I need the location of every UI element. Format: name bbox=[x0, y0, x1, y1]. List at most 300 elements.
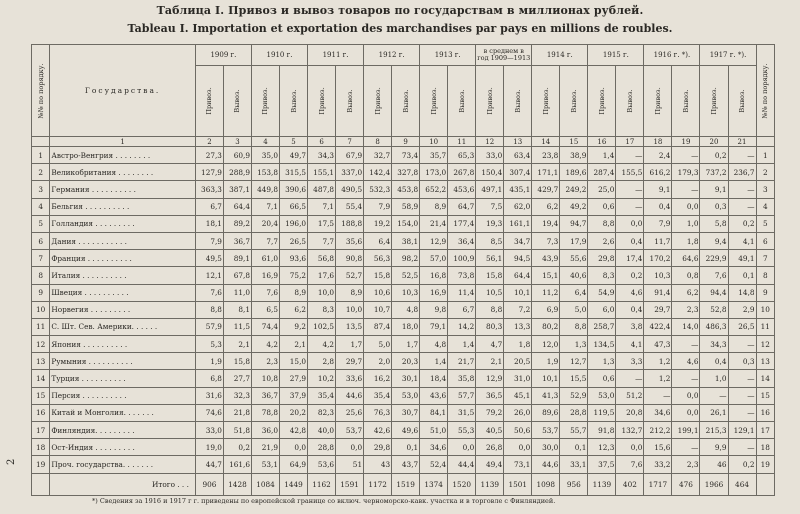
year-header: 1917 г. *). bbox=[700, 45, 756, 66]
export-value: 67,8 bbox=[223, 267, 251, 284]
export-value: 0,0 bbox=[672, 198, 700, 215]
table-row bbox=[32, 439, 775, 456]
row-number: 18 bbox=[32, 439, 50, 456]
export-value: 8,9 bbox=[336, 284, 364, 301]
import-value: 9,9 bbox=[700, 439, 728, 456]
import-value: 7,1 bbox=[308, 198, 336, 215]
export-value: 188,8 bbox=[336, 215, 364, 232]
import-value: 422,4 bbox=[644, 318, 672, 335]
year-header: 1916 г. *). bbox=[644, 45, 700, 66]
export-value: — bbox=[728, 387, 756, 404]
import-value: 18,1 bbox=[195, 215, 223, 232]
import-value: 12,9 bbox=[476, 370, 504, 387]
total-row bbox=[32, 473, 775, 495]
column-index: 5 bbox=[280, 137, 308, 147]
state-name: Дания . . . . . . . . . . . bbox=[50, 232, 196, 249]
import-header: Привоз. bbox=[532, 66, 560, 137]
export-value: 25,6 bbox=[336, 404, 364, 421]
import-value: 43,6 bbox=[420, 387, 448, 404]
export-value: 0,0 bbox=[616, 215, 644, 232]
import-value: 31,6 bbox=[195, 387, 223, 404]
state-name: Китай и Монголия. . . . . . . bbox=[50, 404, 196, 421]
export-value: 0,1 bbox=[392, 439, 420, 456]
import-value: 17,5 bbox=[308, 215, 336, 232]
export-value: 189,6 bbox=[560, 164, 588, 181]
export-value: 26,5 bbox=[280, 232, 308, 249]
export-value: 1,8 bbox=[672, 232, 700, 249]
import-header: Привоз. bbox=[476, 66, 504, 137]
row-number-right: 10 bbox=[756, 301, 774, 318]
import-value: 155,1 bbox=[308, 164, 336, 181]
export-value: 14,8 bbox=[728, 284, 756, 301]
row-number-right: 19 bbox=[756, 456, 774, 473]
import-value: 616,2 bbox=[644, 164, 672, 181]
export-value: 51,8 bbox=[223, 422, 251, 439]
export-header: Вывоз. bbox=[448, 66, 476, 137]
import-value: 12,3 bbox=[588, 439, 616, 456]
row-number-right: 11 bbox=[756, 318, 774, 335]
title-russian: Таблица I. Привоз и вывоз товаров по государствам в миллионах рублей. bbox=[156, 4, 644, 17]
export-value: 45,1 bbox=[504, 387, 532, 404]
state-name: Германия . . . . . . . . . . bbox=[50, 181, 196, 198]
import-value: 487,8 bbox=[308, 181, 336, 198]
import-value: 34,3 bbox=[308, 147, 336, 164]
import-value: 36,0 bbox=[251, 422, 279, 439]
table-row bbox=[32, 250, 775, 267]
import-value: 0,2 bbox=[700, 147, 728, 164]
import-value: 53,0 bbox=[588, 387, 616, 404]
row-number-header-right: №№ по порядку. bbox=[756, 45, 774, 137]
export-value: — bbox=[616, 198, 644, 215]
year-header-average: в среднем в год 1909—1913 bbox=[476, 45, 532, 66]
export-value: 35,8 bbox=[448, 370, 476, 387]
export-value: — bbox=[616, 147, 644, 164]
export-value: 11,4 bbox=[448, 284, 476, 301]
export-value: 49,2 bbox=[560, 198, 588, 215]
import-value: 153,8 bbox=[251, 164, 279, 181]
export-header: Вывоз. bbox=[616, 66, 644, 137]
row-number-right: 6 bbox=[756, 232, 774, 249]
import-value: 10,8 bbox=[251, 370, 279, 387]
import-value: 30,0 bbox=[532, 439, 560, 456]
import-value: 19,3 bbox=[476, 215, 504, 232]
export-value: 53,7 bbox=[336, 422, 364, 439]
column-index: 16 bbox=[588, 137, 616, 147]
export-value: 89,1 bbox=[223, 250, 251, 267]
export-value: 6,7 bbox=[448, 301, 476, 318]
export-value: 38,9 bbox=[560, 147, 588, 164]
export-value: 4,1 bbox=[616, 336, 644, 353]
row-number-right: 7 bbox=[756, 250, 774, 267]
import-value: 6,2 bbox=[532, 198, 560, 215]
row-number: 17 bbox=[32, 422, 50, 439]
import-value: 0,6 bbox=[588, 198, 616, 215]
export-value: 42,8 bbox=[280, 422, 308, 439]
import-value: 2,3 bbox=[251, 353, 279, 370]
export-value: 51,2 bbox=[616, 387, 644, 404]
export-value: 55,4 bbox=[336, 198, 364, 215]
total-value: 906 bbox=[195, 473, 223, 495]
import-value: 40,0 bbox=[308, 422, 336, 439]
export-value: 94,5 bbox=[504, 250, 532, 267]
export-header: Вывоз. bbox=[336, 66, 364, 137]
export-value: 26,5 bbox=[728, 318, 756, 335]
year-header: 1915 г. bbox=[588, 45, 644, 66]
import-value: 53,6 bbox=[308, 456, 336, 473]
export-value: 15,0 bbox=[280, 353, 308, 370]
row-number: 14 bbox=[32, 370, 50, 387]
import-value: 84,1 bbox=[420, 404, 448, 421]
import-value: 44,6 bbox=[532, 456, 560, 473]
export-value: 49,6 bbox=[392, 422, 420, 439]
import-value: 56,3 bbox=[364, 250, 392, 267]
export-value: 21,7 bbox=[448, 353, 476, 370]
import-value: 40,5 bbox=[476, 422, 504, 439]
import-value: 8,8 bbox=[588, 215, 616, 232]
import-value: 20,4 bbox=[251, 215, 279, 232]
export-value: 73,4 bbox=[392, 147, 420, 164]
import-value: 42,6 bbox=[364, 422, 392, 439]
export-value: 490,5 bbox=[336, 181, 364, 198]
table-row bbox=[32, 301, 775, 318]
export-value: 65,3 bbox=[448, 147, 476, 164]
row-number: 5 bbox=[32, 215, 50, 232]
import-value: 78,8 bbox=[251, 404, 279, 421]
export-value: 52,9 bbox=[560, 387, 588, 404]
export-value: 73,8 bbox=[448, 267, 476, 284]
export-value: 20,5 bbox=[504, 353, 532, 370]
export-value: 15,5 bbox=[560, 370, 588, 387]
import-value: 449,8 bbox=[251, 181, 279, 198]
row-number: 13 bbox=[32, 353, 50, 370]
export-value: — bbox=[728, 147, 756, 164]
export-value: — bbox=[728, 439, 756, 456]
import-value: 49,5 bbox=[195, 250, 223, 267]
import-value: 6,9 bbox=[532, 301, 560, 318]
year-header: 1910 г. bbox=[251, 45, 307, 66]
table-row bbox=[32, 456, 775, 473]
export-value: — bbox=[672, 370, 700, 387]
table-row bbox=[32, 370, 775, 387]
import-value: 82,3 bbox=[308, 404, 336, 421]
column-index: 17 bbox=[616, 137, 644, 147]
export-value: 10,3 bbox=[392, 284, 420, 301]
import-value: 10,2 bbox=[308, 370, 336, 387]
import-value: 2,0 bbox=[364, 353, 392, 370]
row-number-right: 2 bbox=[756, 164, 774, 181]
empty-cell bbox=[756, 473, 774, 495]
import-value: 6,8 bbox=[195, 370, 223, 387]
total-value: 1139 bbox=[476, 473, 504, 495]
export-value: — bbox=[728, 198, 756, 215]
export-header: Вывоз. bbox=[504, 66, 532, 137]
export-value: 236,7 bbox=[728, 164, 756, 181]
export-value: 132,7 bbox=[616, 422, 644, 439]
export-value: 1,7 bbox=[392, 336, 420, 353]
row-number: 16 bbox=[32, 404, 50, 421]
export-header: Вывоз. bbox=[728, 66, 756, 137]
export-value: 307,4 bbox=[504, 164, 532, 181]
export-value: 390,6 bbox=[280, 181, 308, 198]
import-header: Привоз. bbox=[364, 66, 392, 137]
total-value: 1162 bbox=[308, 473, 336, 495]
table-row bbox=[32, 267, 775, 284]
export-value: 37,9 bbox=[280, 387, 308, 404]
export-value: 4,8 bbox=[392, 301, 420, 318]
import-value: 9,1 bbox=[644, 181, 672, 198]
export-value: 0,0 bbox=[672, 404, 700, 421]
row-number-right: 9 bbox=[756, 284, 774, 301]
export-value: 8,9 bbox=[280, 284, 308, 301]
export-value: 55,6 bbox=[560, 250, 588, 267]
export-value: 60,9 bbox=[223, 147, 251, 164]
export-value: 4,6 bbox=[672, 353, 700, 370]
total-value: 1139 bbox=[588, 473, 616, 495]
export-value: — bbox=[728, 404, 756, 421]
table-row bbox=[32, 215, 775, 232]
import-value: 57,9 bbox=[195, 318, 223, 335]
export-value: 0,0 bbox=[616, 439, 644, 456]
export-value: 0,0 bbox=[504, 439, 532, 456]
export-value: 337,0 bbox=[336, 164, 364, 181]
total-value: 1501 bbox=[504, 473, 532, 495]
export-value: 38,1 bbox=[392, 232, 420, 249]
export-value: 1,0 bbox=[672, 215, 700, 232]
import-value: 497,1 bbox=[476, 181, 504, 198]
export-value: 98,2 bbox=[392, 250, 420, 267]
import-value: 11,7 bbox=[644, 232, 672, 249]
import-header: Привоз. bbox=[420, 66, 448, 137]
row-number-right: 17 bbox=[756, 422, 774, 439]
import-value: 127,9 bbox=[195, 164, 223, 181]
export-value: 8,1 bbox=[223, 301, 251, 318]
import-value: 7,1 bbox=[251, 198, 279, 215]
import-value: 10,0 bbox=[308, 284, 336, 301]
import-value: 1,3 bbox=[588, 353, 616, 370]
import-value: 34,3 bbox=[700, 336, 728, 353]
export-value: 9,2 bbox=[280, 318, 308, 335]
export-value: 1,7 bbox=[336, 336, 364, 353]
export-value: 17,9 bbox=[560, 232, 588, 249]
export-value: 27,7 bbox=[223, 370, 251, 387]
import-value: 9,1 bbox=[700, 181, 728, 198]
export-value: 249,2 bbox=[560, 181, 588, 198]
import-value: 10,6 bbox=[364, 284, 392, 301]
column-index: 13 bbox=[504, 137, 532, 147]
import-value: 7,9 bbox=[364, 198, 392, 215]
import-value: 1,4 bbox=[420, 353, 448, 370]
import-value: 17,6 bbox=[308, 267, 336, 284]
import-value: 532,3 bbox=[364, 181, 392, 198]
state-name: Персия . . . . . . . . . . bbox=[50, 387, 196, 404]
import-value: 29,8 bbox=[364, 439, 392, 456]
column-index: 14 bbox=[532, 137, 560, 147]
export-value: — bbox=[616, 370, 644, 387]
import-value: 215,3 bbox=[700, 422, 728, 439]
export-value: 1,4 bbox=[448, 336, 476, 353]
state-name: Голландия . . . . . . . . . bbox=[50, 215, 196, 232]
import-value: 7,9 bbox=[195, 232, 223, 249]
import-value: 8,5 bbox=[476, 232, 504, 249]
trade-table bbox=[31, 44, 775, 496]
column-index: 12 bbox=[476, 137, 504, 147]
export-value: — bbox=[616, 181, 644, 198]
export-value: 2,1 bbox=[280, 336, 308, 353]
export-value: 0,4 bbox=[616, 301, 644, 318]
export-value: 31,5 bbox=[448, 404, 476, 421]
import-value: 19,2 bbox=[364, 215, 392, 232]
export-value: 10,0 bbox=[336, 301, 364, 318]
total-value: 1172 bbox=[364, 473, 392, 495]
import-value: 28,8 bbox=[308, 439, 336, 456]
export-value: 53,0 bbox=[392, 387, 420, 404]
import-value: 171,1 bbox=[532, 164, 560, 181]
row-number-right: 12 bbox=[756, 336, 774, 353]
import-value: 87,4 bbox=[364, 318, 392, 335]
export-value: 267,8 bbox=[448, 164, 476, 181]
export-value: 199,1 bbox=[672, 422, 700, 439]
state-name: Швеция . . . . . . . . . . bbox=[50, 284, 196, 301]
export-value: 33,1 bbox=[560, 456, 588, 473]
export-value: 8,8 bbox=[560, 318, 588, 335]
row-number: 15 bbox=[32, 387, 50, 404]
import-header: Привоз. bbox=[308, 66, 336, 137]
import-value: 89,6 bbox=[532, 404, 560, 421]
export-value: 58,9 bbox=[392, 198, 420, 215]
export-value: 327,8 bbox=[392, 164, 420, 181]
table-row bbox=[32, 147, 775, 164]
state-name: Проч. государства. . . . . . . bbox=[50, 456, 196, 473]
total-value: 1519 bbox=[392, 473, 420, 495]
import-value: 1,0 bbox=[700, 370, 728, 387]
table-row bbox=[32, 336, 775, 353]
import-value: 486,3 bbox=[700, 318, 728, 335]
import-value: 7,6 bbox=[251, 284, 279, 301]
import-value: 7,6 bbox=[700, 267, 728, 284]
export-value: 36,4 bbox=[448, 232, 476, 249]
export-value: 4,6 bbox=[616, 284, 644, 301]
import-value: 5,8 bbox=[700, 215, 728, 232]
import-value: 737,2 bbox=[700, 164, 728, 181]
export-value: 11,0 bbox=[223, 284, 251, 301]
row-number-right: 13 bbox=[756, 353, 774, 370]
export-value: 36,7 bbox=[223, 232, 251, 249]
import-value: 16,9 bbox=[420, 284, 448, 301]
total-value: 1966 bbox=[700, 473, 728, 495]
import-value: 0,4 bbox=[700, 353, 728, 370]
import-value: 35,7 bbox=[420, 147, 448, 164]
import-value: 6,7 bbox=[195, 198, 223, 215]
export-value: 179,3 bbox=[672, 164, 700, 181]
export-value: 7,2 bbox=[504, 301, 532, 318]
import-value: 35,4 bbox=[364, 387, 392, 404]
import-value: 52,4 bbox=[420, 456, 448, 473]
state-name: Ост-Индия . . . . . . . . . bbox=[50, 439, 196, 456]
row-number: 8 bbox=[32, 267, 50, 284]
export-value: 14,0 bbox=[672, 318, 700, 335]
export-value: 3,8 bbox=[616, 318, 644, 335]
import-value: 34,6 bbox=[420, 439, 448, 456]
import-value: 15,8 bbox=[364, 267, 392, 284]
import-value: 102,5 bbox=[308, 318, 336, 335]
state-name: Бельгия . . . . . . . . . . bbox=[50, 198, 196, 215]
import-value: 7,9 bbox=[644, 215, 672, 232]
export-value: 0,1 bbox=[560, 439, 588, 456]
export-value: 1,3 bbox=[560, 336, 588, 353]
row-number: 19 bbox=[32, 456, 50, 473]
state-name: Великобритания . . . . . . . . bbox=[50, 164, 196, 181]
import-value: 49,4 bbox=[476, 456, 504, 473]
import-value: 79,1 bbox=[420, 318, 448, 335]
import-value: 0,3 bbox=[700, 198, 728, 215]
export-value: 6,2 bbox=[280, 301, 308, 318]
import-value: 1,2 bbox=[644, 370, 672, 387]
export-value: 44,4 bbox=[448, 456, 476, 473]
import-value: 27,3 bbox=[195, 147, 223, 164]
export-value: 1,8 bbox=[504, 336, 532, 353]
row-number: 3 bbox=[32, 181, 50, 198]
row-number: 7 bbox=[32, 250, 50, 267]
column-index: 11 bbox=[448, 137, 476, 147]
import-value: 429,7 bbox=[532, 181, 560, 198]
import-value: 173,0 bbox=[420, 164, 448, 181]
export-value: 11,5 bbox=[223, 318, 251, 335]
row-number: 6 bbox=[32, 232, 50, 249]
import-value: 43 bbox=[364, 456, 392, 473]
table-row bbox=[32, 422, 775, 439]
export-value: 73,1 bbox=[504, 456, 532, 473]
import-value: 35,0 bbox=[251, 147, 279, 164]
import-value: 15,8 bbox=[476, 267, 504, 284]
export-value: 10,1 bbox=[504, 284, 532, 301]
state-name: Италия . . . . . . . . . . bbox=[50, 267, 196, 284]
export-value: 129,1 bbox=[728, 422, 756, 439]
row-number-header: №№ по порядку. bbox=[32, 45, 50, 137]
export-value: 387,1 bbox=[223, 181, 251, 198]
export-value: 43,7 bbox=[392, 456, 420, 473]
import-value: 16,9 bbox=[251, 267, 279, 284]
import-value: 56,8 bbox=[308, 250, 336, 267]
export-value: 44,6 bbox=[336, 387, 364, 404]
column-index: 4 bbox=[251, 137, 279, 147]
import-header: Привоз. bbox=[644, 66, 672, 137]
export-value: 4,1 bbox=[728, 232, 756, 249]
import-value: — bbox=[700, 387, 728, 404]
state-name: Турция . . . . . . . . . . bbox=[50, 370, 196, 387]
import-value: 21,9 bbox=[251, 439, 279, 456]
import-value: 212,2 bbox=[644, 422, 672, 439]
import-value: 7,5 bbox=[476, 198, 504, 215]
export-value: 435,1 bbox=[504, 181, 532, 198]
import-value: 51,0 bbox=[420, 422, 448, 439]
export-value: 64,6 bbox=[672, 250, 700, 267]
import-value: 37,5 bbox=[588, 456, 616, 473]
total-value: 476 bbox=[672, 473, 700, 495]
export-value: 75,2 bbox=[280, 267, 308, 284]
import-value: 19,4 bbox=[532, 215, 560, 232]
import-value: 9,8 bbox=[420, 301, 448, 318]
export-value: 0,2 bbox=[616, 267, 644, 284]
table-row bbox=[32, 284, 775, 301]
export-value: 21,8 bbox=[223, 404, 251, 421]
export-value: 67,9 bbox=[336, 147, 364, 164]
import-value: 16,8 bbox=[420, 267, 448, 284]
import-value: 7,7 bbox=[308, 232, 336, 249]
table-row bbox=[32, 387, 775, 404]
import-value: 7,6 bbox=[195, 284, 223, 301]
column-index: 1 bbox=[50, 137, 196, 147]
year-header: 1911 г. bbox=[308, 45, 364, 66]
